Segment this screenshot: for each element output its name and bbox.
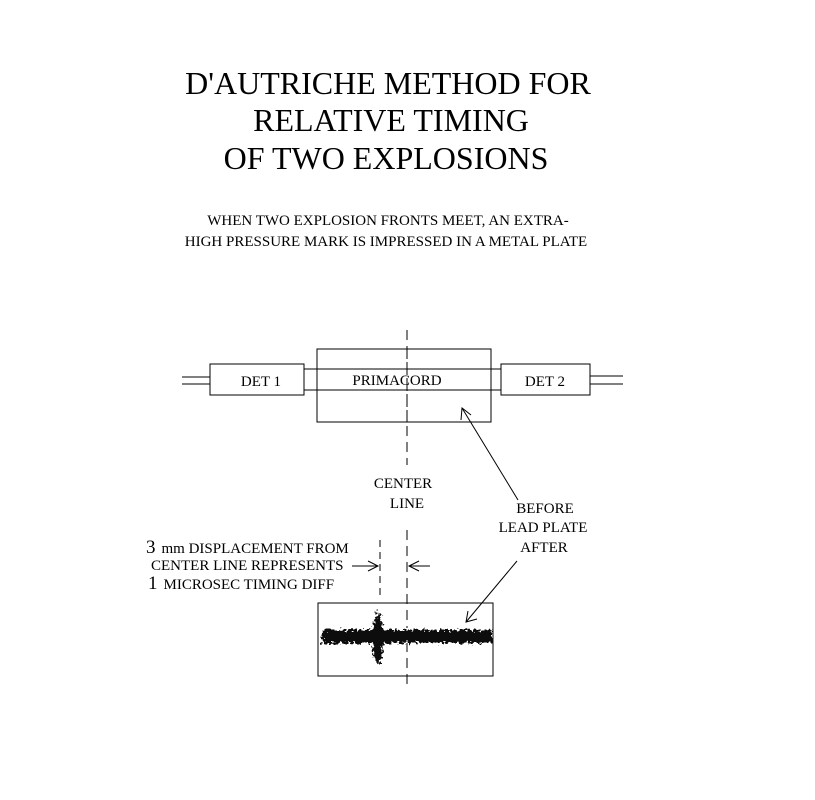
title-line-3: OF TWO EXPLOSIONS xyxy=(223,140,549,176)
displacement-note-line-3: 1 MICROSEC TIMING DIFF xyxy=(148,573,335,594)
displacement-note-line-2: CENTER LINE REPRESENTS xyxy=(151,558,344,574)
after-arrow-line xyxy=(466,561,517,622)
center-line-label-2: LINE xyxy=(389,496,425,512)
lead-plate-label: LEAD PLATE xyxy=(498,520,588,536)
after-label: AFTER xyxy=(520,540,568,556)
subtitle-line-1: WHEN TWO EXPLOSION FRONTS MEET, AN EXTRA- xyxy=(207,213,569,229)
primacord-label: PRIMACORD xyxy=(352,373,442,389)
det2-label: DET 2 xyxy=(524,374,566,390)
displacement-note-line-1: 3 mm DISPLACEMENT FROM xyxy=(146,537,349,558)
before-label: BEFORE xyxy=(516,501,574,517)
det1-label: DET 1 xyxy=(240,374,282,390)
center-line-label-1: CENTER xyxy=(373,476,433,492)
subtitle-line-2: HIGH PRESSURE MARK IS IMPRESSED IN A METAL PLATE xyxy=(184,234,588,250)
title-line-1: D'AUTRICHE METHOD FOR xyxy=(185,65,591,101)
title-line-2: RELATIVE TIMING xyxy=(253,102,529,138)
